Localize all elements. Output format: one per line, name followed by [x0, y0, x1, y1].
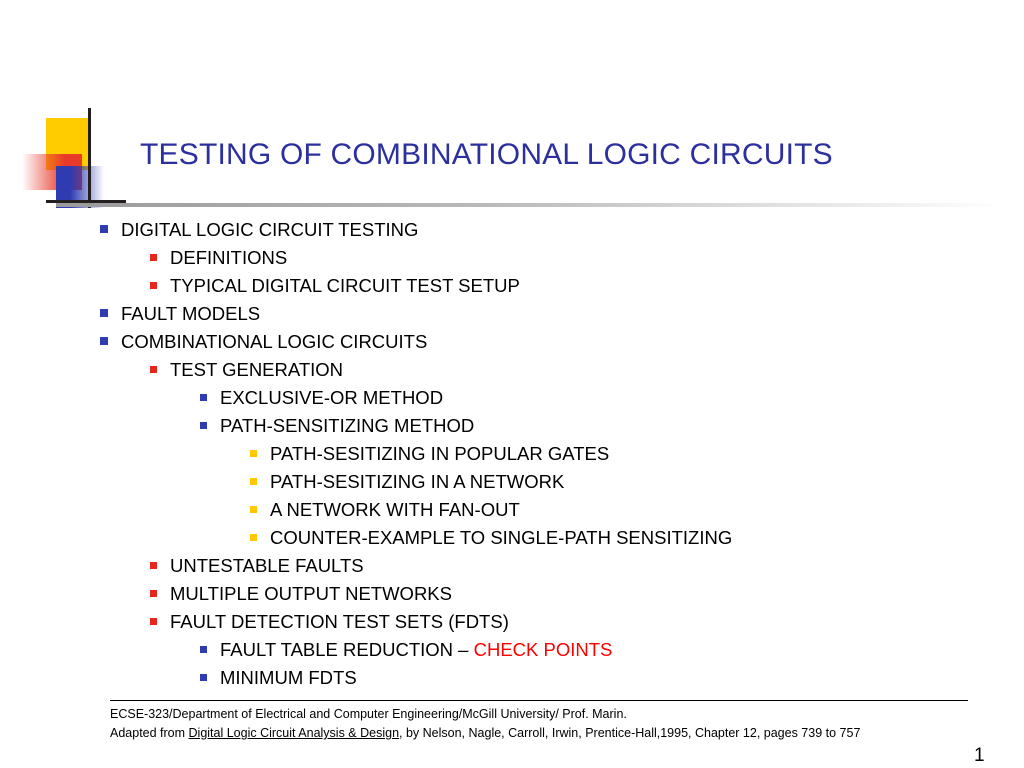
list-item — [100, 356, 1000, 384]
list-item-label: DEFINITIONS — [170, 247, 288, 268]
list-item-highlight: CHECK POINTS — [473, 639, 613, 660]
list-item-label: COUNTER-EXAMPLE TO SINGLE-PATH SENSITIZING — [270, 527, 733, 548]
title-divider — [56, 203, 1004, 207]
square-bullet-icon — [150, 590, 157, 597]
list-item-label: PATH-SESITIZING IN A NETWORK — [270, 471, 565, 492]
slide-outline-list — [100, 216, 1000, 692]
square-bullet-icon — [100, 337, 108, 345]
square-bullet-icon — [100, 309, 108, 317]
list-item — [100, 384, 1000, 412]
list-item-label: A NETWORK WITH FAN-OUT — [270, 499, 520, 520]
square-bullet-icon — [250, 450, 257, 457]
list-item — [100, 664, 1000, 692]
list-item — [100, 272, 1000, 300]
square-bullet-icon — [150, 282, 157, 289]
page-number: 1 — [974, 745, 985, 766]
list-item — [100, 300, 1000, 328]
list-item — [100, 608, 1000, 636]
list-item-label: FAULT TABLE REDUCTION – — [220, 639, 474, 660]
vertical-rule-icon — [88, 108, 91, 208]
square-bullet-icon — [250, 534, 257, 541]
list-item — [100, 440, 1000, 468]
square-bullet-icon — [200, 674, 207, 681]
list-item-label: COMBINATIONAL LOGIC CIRCUITS — [121, 331, 428, 352]
list-item-label: UNTESTABLE FAULTS — [170, 555, 364, 576]
square-bullet-icon — [150, 366, 157, 373]
list-item — [100, 552, 1000, 580]
list-item — [100, 636, 1000, 664]
square-bullet-icon — [150, 618, 157, 625]
footer-divider — [110, 700, 968, 701]
slide-logo-decoration — [12, 108, 132, 208]
footer-source-prefix: Adapted from — [110, 726, 189, 740]
footer-source-title: Digital Logic Circuit Analysis & Design — [188, 726, 400, 740]
slide-footer — [110, 705, 990, 743]
list-item — [100, 524, 1000, 552]
footer-line-source — [110, 724, 990, 743]
list-item-label: FAULT DETECTION TEST SETS (FDTS) — [170, 611, 509, 632]
list-item-label: MULTIPLE OUTPUT NETWORKS — [170, 583, 452, 604]
square-bullet-icon — [150, 254, 157, 261]
list-item-label: MINIMUM FDTS — [220, 667, 357, 688]
footer-line-course: ECSE-323/Department of Electrical and Computer Engineering/McGill University/ Prof. Marin. — [110, 707, 627, 721]
square-bullet-icon — [250, 506, 257, 513]
slide-title: TESTING OF COMBINATIONAL LOGIC CIRCUITS — [140, 138, 833, 171]
list-item-label: EXCLUSIVE-OR METHOD — [220, 387, 444, 408]
square-bullet-icon — [150, 562, 157, 569]
square-bullet-icon — [100, 225, 108, 233]
square-bullet-icon — [200, 422, 207, 429]
list-item — [100, 496, 1000, 524]
list-item — [100, 580, 1000, 608]
square-bullet-icon — [200, 646, 207, 653]
square-bullet-icon — [250, 478, 257, 485]
list-item-label: TYPICAL DIGITAL CIRCUIT TEST SETUP — [170, 275, 520, 296]
square-bullet-icon — [200, 394, 207, 401]
list-item — [100, 468, 1000, 496]
list-item — [100, 244, 1000, 272]
list-item-label: FAULT MODELS — [121, 303, 261, 324]
list-item — [100, 216, 1000, 244]
list-item-label: PATH-SESITIZING IN POPULAR GATES — [270, 443, 610, 464]
list-item-label: DIGITAL LOGIC CIRCUIT TESTING — [121, 219, 419, 240]
list-item — [100, 328, 1000, 356]
footer-source-suffix: , by Nelson, Nagle, Carroll, Irwin, Prentice-Hall,1995, Chapter 12, pages 739 to 757 — [399, 726, 861, 740]
list-item — [100, 412, 1000, 440]
list-item-label: PATH-SENSITIZING METHOD — [220, 415, 475, 436]
list-item-label: TEST GENERATION — [170, 359, 344, 380]
